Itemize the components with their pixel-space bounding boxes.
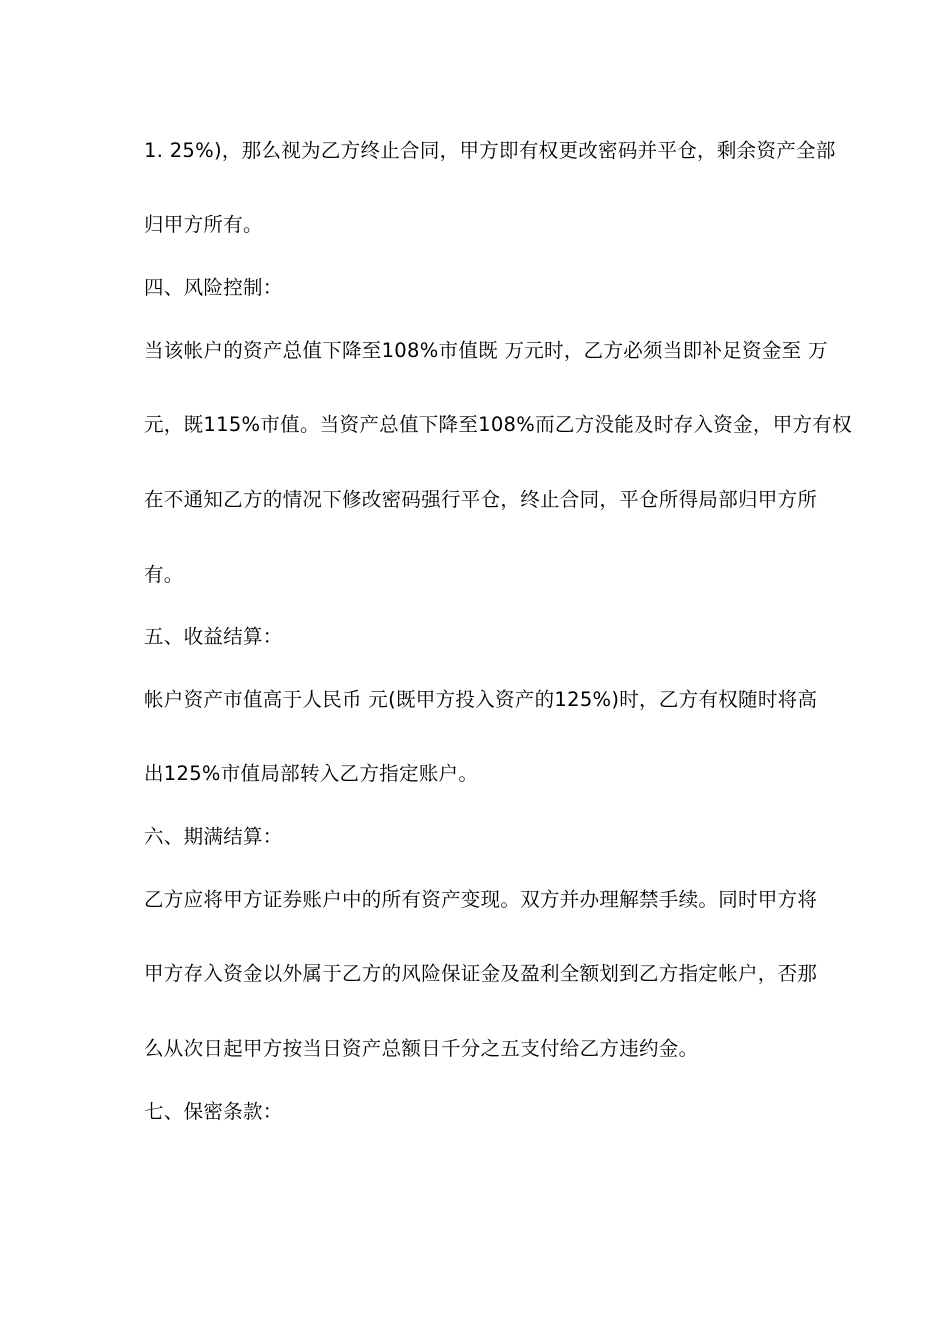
paragraph-line: 归甲方所有。: [144, 213, 263, 236]
paragraph-line: 元，既115%市值。当资产总值下降至108%而乙方没能及时存入资金，甲方有权: [144, 413, 852, 436]
paragraph-line: 乙方应将甲方证券账户中的所有资产变现。双方并办理解禁手续。同时甲方将: [144, 888, 818, 911]
paragraph-line: 1. 25%)，那么视为乙方终止合同，甲方即有权更改密码并平仓，剩余资产全部: [144, 139, 836, 162]
paragraph-line: 甲方存入资金以外属于乙方的风险保证金及盈利全额划到乙方指定帐户，否那: [144, 962, 818, 985]
paragraph-line: 出125%市值局部转入乙方指定账户。: [144, 762, 479, 785]
paragraph-line: 在不通知乙方的情况下修改密码强行平仓，终止合同，平仓所得局部归甲方所: [144, 488, 818, 511]
paragraph-line: 么从次日起甲方按当日资产总额日千分之五支付给乙方违约金。: [144, 1037, 699, 1060]
paragraph-line: 有。: [144, 563, 184, 586]
section-heading-risk-control: 四、风险控制：: [144, 276, 283, 299]
section-heading-confidentiality: 七、保密条款：: [144, 1100, 283, 1123]
section-heading-income-settlement: 五、收益结算：: [144, 625, 283, 648]
section-heading-maturity-settlement: 六、期满结算：: [144, 825, 283, 848]
paragraph-line: 帐户资产市值高于人民币 元(既甲方投入资产的125%)时，乙方有权随时将高: [144, 688, 818, 711]
paragraph-line: 当该帐户的资产总值下降至108%市值既 万元时，乙方必须当即补足资金至 万: [144, 339, 828, 362]
